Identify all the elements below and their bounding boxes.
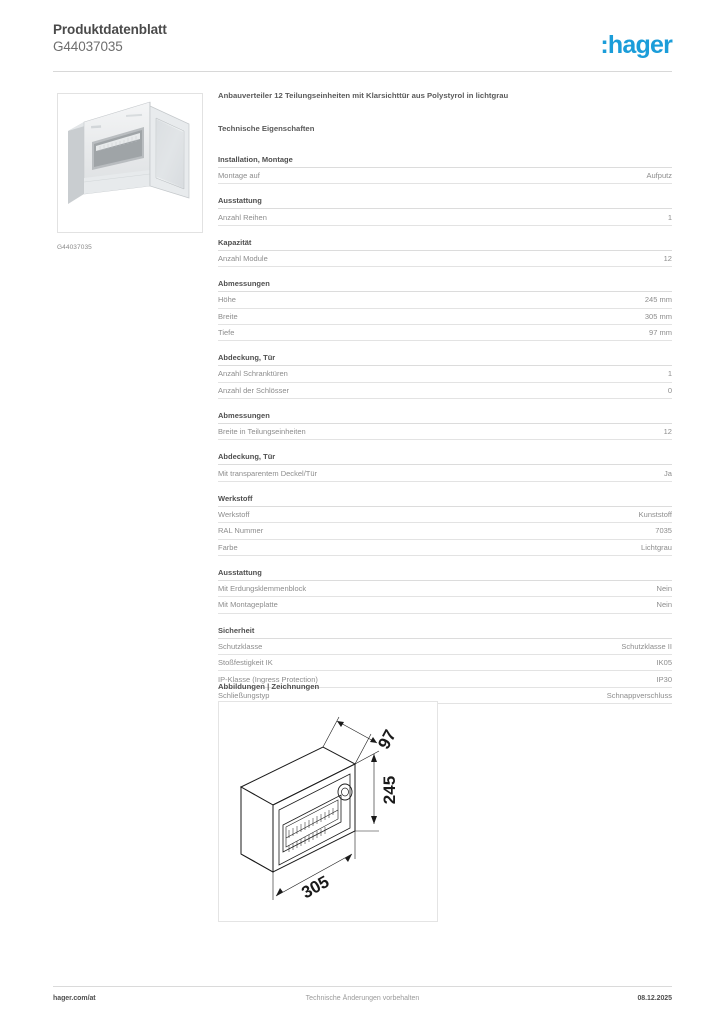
page-title: Produktdatenblatt: [53, 22, 167, 37]
footer-divider: [53, 986, 672, 987]
spec-group-heading: Installation, Montage: [218, 155, 672, 168]
spec-row-value: 1: [667, 212, 672, 222]
spec-row-label: Mit Montageplatte: [218, 600, 278, 610]
technical-drawing: [218, 701, 438, 922]
product-photo: [57, 93, 203, 233]
spec-group: [218, 411, 672, 440]
footer-disclaimer: Technische Änderungen vorbehalten: [305, 995, 420, 1002]
spec-group: [218, 279, 672, 341]
spec-group-heading: Ausstattung: [218, 196, 672, 209]
spec-row: [218, 424, 672, 440]
spec-group: [218, 196, 672, 225]
spec-group: [218, 353, 672, 399]
spec-row: [218, 325, 672, 341]
spec-row: [218, 655, 672, 671]
spec-row: [218, 581, 672, 597]
spec-row: [218, 209, 672, 225]
spec-row-value: 0: [667, 385, 672, 395]
spec-row-value: Kunststoff: [638, 509, 672, 519]
spec-group: [218, 568, 672, 614]
datasheet-content: [218, 91, 672, 716]
spec-row-label: Anzahl der Schlösser: [218, 385, 290, 395]
spec-group-heading: Abdeckung, Tür: [218, 353, 672, 366]
spec-row-value: Schutzklasse II: [621, 641, 672, 651]
spec-group-heading: Ausstattung: [218, 568, 672, 581]
drawings-section-title: Abbildungen | Zeichnungen: [218, 682, 320, 691]
spec-group-heading: Abmessungen: [218, 279, 672, 292]
spec-row-value: 245 mm: [644, 295, 672, 305]
spec-group: [218, 452, 672, 481]
spec-row: [218, 465, 672, 481]
spec-row: [218, 168, 672, 184]
spec-row: [218, 366, 672, 382]
spec-row-label: Anzahl Schranktüren: [218, 369, 288, 379]
spec-row-label: Mit transparentem Deckel/Tür: [218, 468, 318, 478]
spec-row-label: Montage auf: [218, 171, 260, 181]
spec-row-label: Schutzklasse: [218, 641, 263, 651]
spec-row-value: IP30: [656, 674, 672, 684]
spec-row-value: Nein: [656, 600, 672, 610]
spec-row: [218, 251, 672, 267]
dimension-height-label: 245: [380, 775, 399, 805]
spec-row-label: Tiefe: [218, 328, 235, 338]
spec-row-value: Ja: [664, 468, 672, 478]
spec-row-label: Schließungstyp: [218, 690, 270, 700]
spec-group-heading: Abmessungen: [218, 411, 672, 424]
spec-row: [218, 597, 672, 613]
spec-row-value: 7035: [655, 526, 672, 536]
spec-row-value: Nein: [656, 584, 672, 594]
spec-group: [218, 494, 672, 556]
spec-row-label: Höhe: [218, 295, 236, 305]
page-header: [53, 22, 672, 72]
spec-row: [218, 507, 672, 523]
spec-row-label: Anzahl Reihen: [218, 212, 267, 222]
spec-row-label: IP-Klasse (Ingress Protection): [218, 674, 318, 684]
product-description: Anbauverteiler 12 Teilungseinheiten mit Klarsichttür aus Polystyrol in lichtgrau: [218, 91, 509, 100]
spec-row: [218, 639, 672, 655]
header-divider: [53, 71, 672, 72]
spec-row-value: 305 mm: [644, 311, 672, 321]
technical-drawing-svg: [219, 702, 437, 921]
spec-group: [218, 238, 672, 267]
spec-row-label: Werkstoff: [218, 509, 250, 519]
spec-row-value: Lichtgrau: [641, 542, 672, 552]
spec-group-heading: Abdeckung, Tür: [218, 452, 672, 465]
spec-row-value: 12: [663, 427, 672, 437]
spec-row-label: Breite in Teilungseinheiten: [218, 427, 306, 437]
spec-row-label: Farbe: [218, 542, 238, 552]
product-photo-caption: G44037035: [57, 244, 92, 251]
spec-group-heading: Sicherheit: [218, 626, 672, 639]
spec-groups: [218, 155, 672, 704]
spec-row: [218, 309, 672, 325]
spec-row: [218, 540, 672, 556]
product-photo-image: [58, 94, 202, 232]
footer-website[interactable]: hager.com/at: [53, 995, 96, 1002]
dimension-depth-label: 97: [374, 726, 400, 753]
spec-row-label: RAL Nummer: [218, 526, 264, 536]
spec-row: [218, 523, 672, 539]
spec-group-heading: Werkstoff: [218, 494, 672, 507]
spec-row-label: Breite: [218, 311, 238, 321]
spec-group-heading: Kapazität: [218, 238, 672, 251]
spec-row-label: Stoßfestigkeit IK: [218, 658, 273, 668]
technical-properties-title: Technische Eigenschaften: [218, 124, 315, 133]
page-footer: [53, 995, 672, 1009]
spec-row-value: IK05: [656, 658, 672, 668]
spec-row-label: Mit Erdungsklemmenblock: [218, 584, 307, 594]
spec-row: [218, 292, 672, 308]
dimension-width-label: 305: [298, 872, 333, 903]
spec-row: [218, 383, 672, 399]
spec-row-label: Anzahl Module: [218, 253, 268, 263]
spec-row-value: Schnappverschluss: [606, 690, 672, 700]
spec-row-value: 97 mm: [649, 328, 672, 338]
product-reference: G44037035: [53, 39, 123, 54]
spec-group: [218, 155, 672, 184]
footer-date: 08.12.2025: [637, 995, 672, 1002]
spec-group: [218, 626, 672, 705]
spec-row-value: 1: [667, 369, 672, 379]
hager-logo: :hager: [600, 31, 672, 59]
spec-row-value: 12: [663, 253, 672, 263]
spec-row-value: Aufputz: [646, 171, 672, 181]
